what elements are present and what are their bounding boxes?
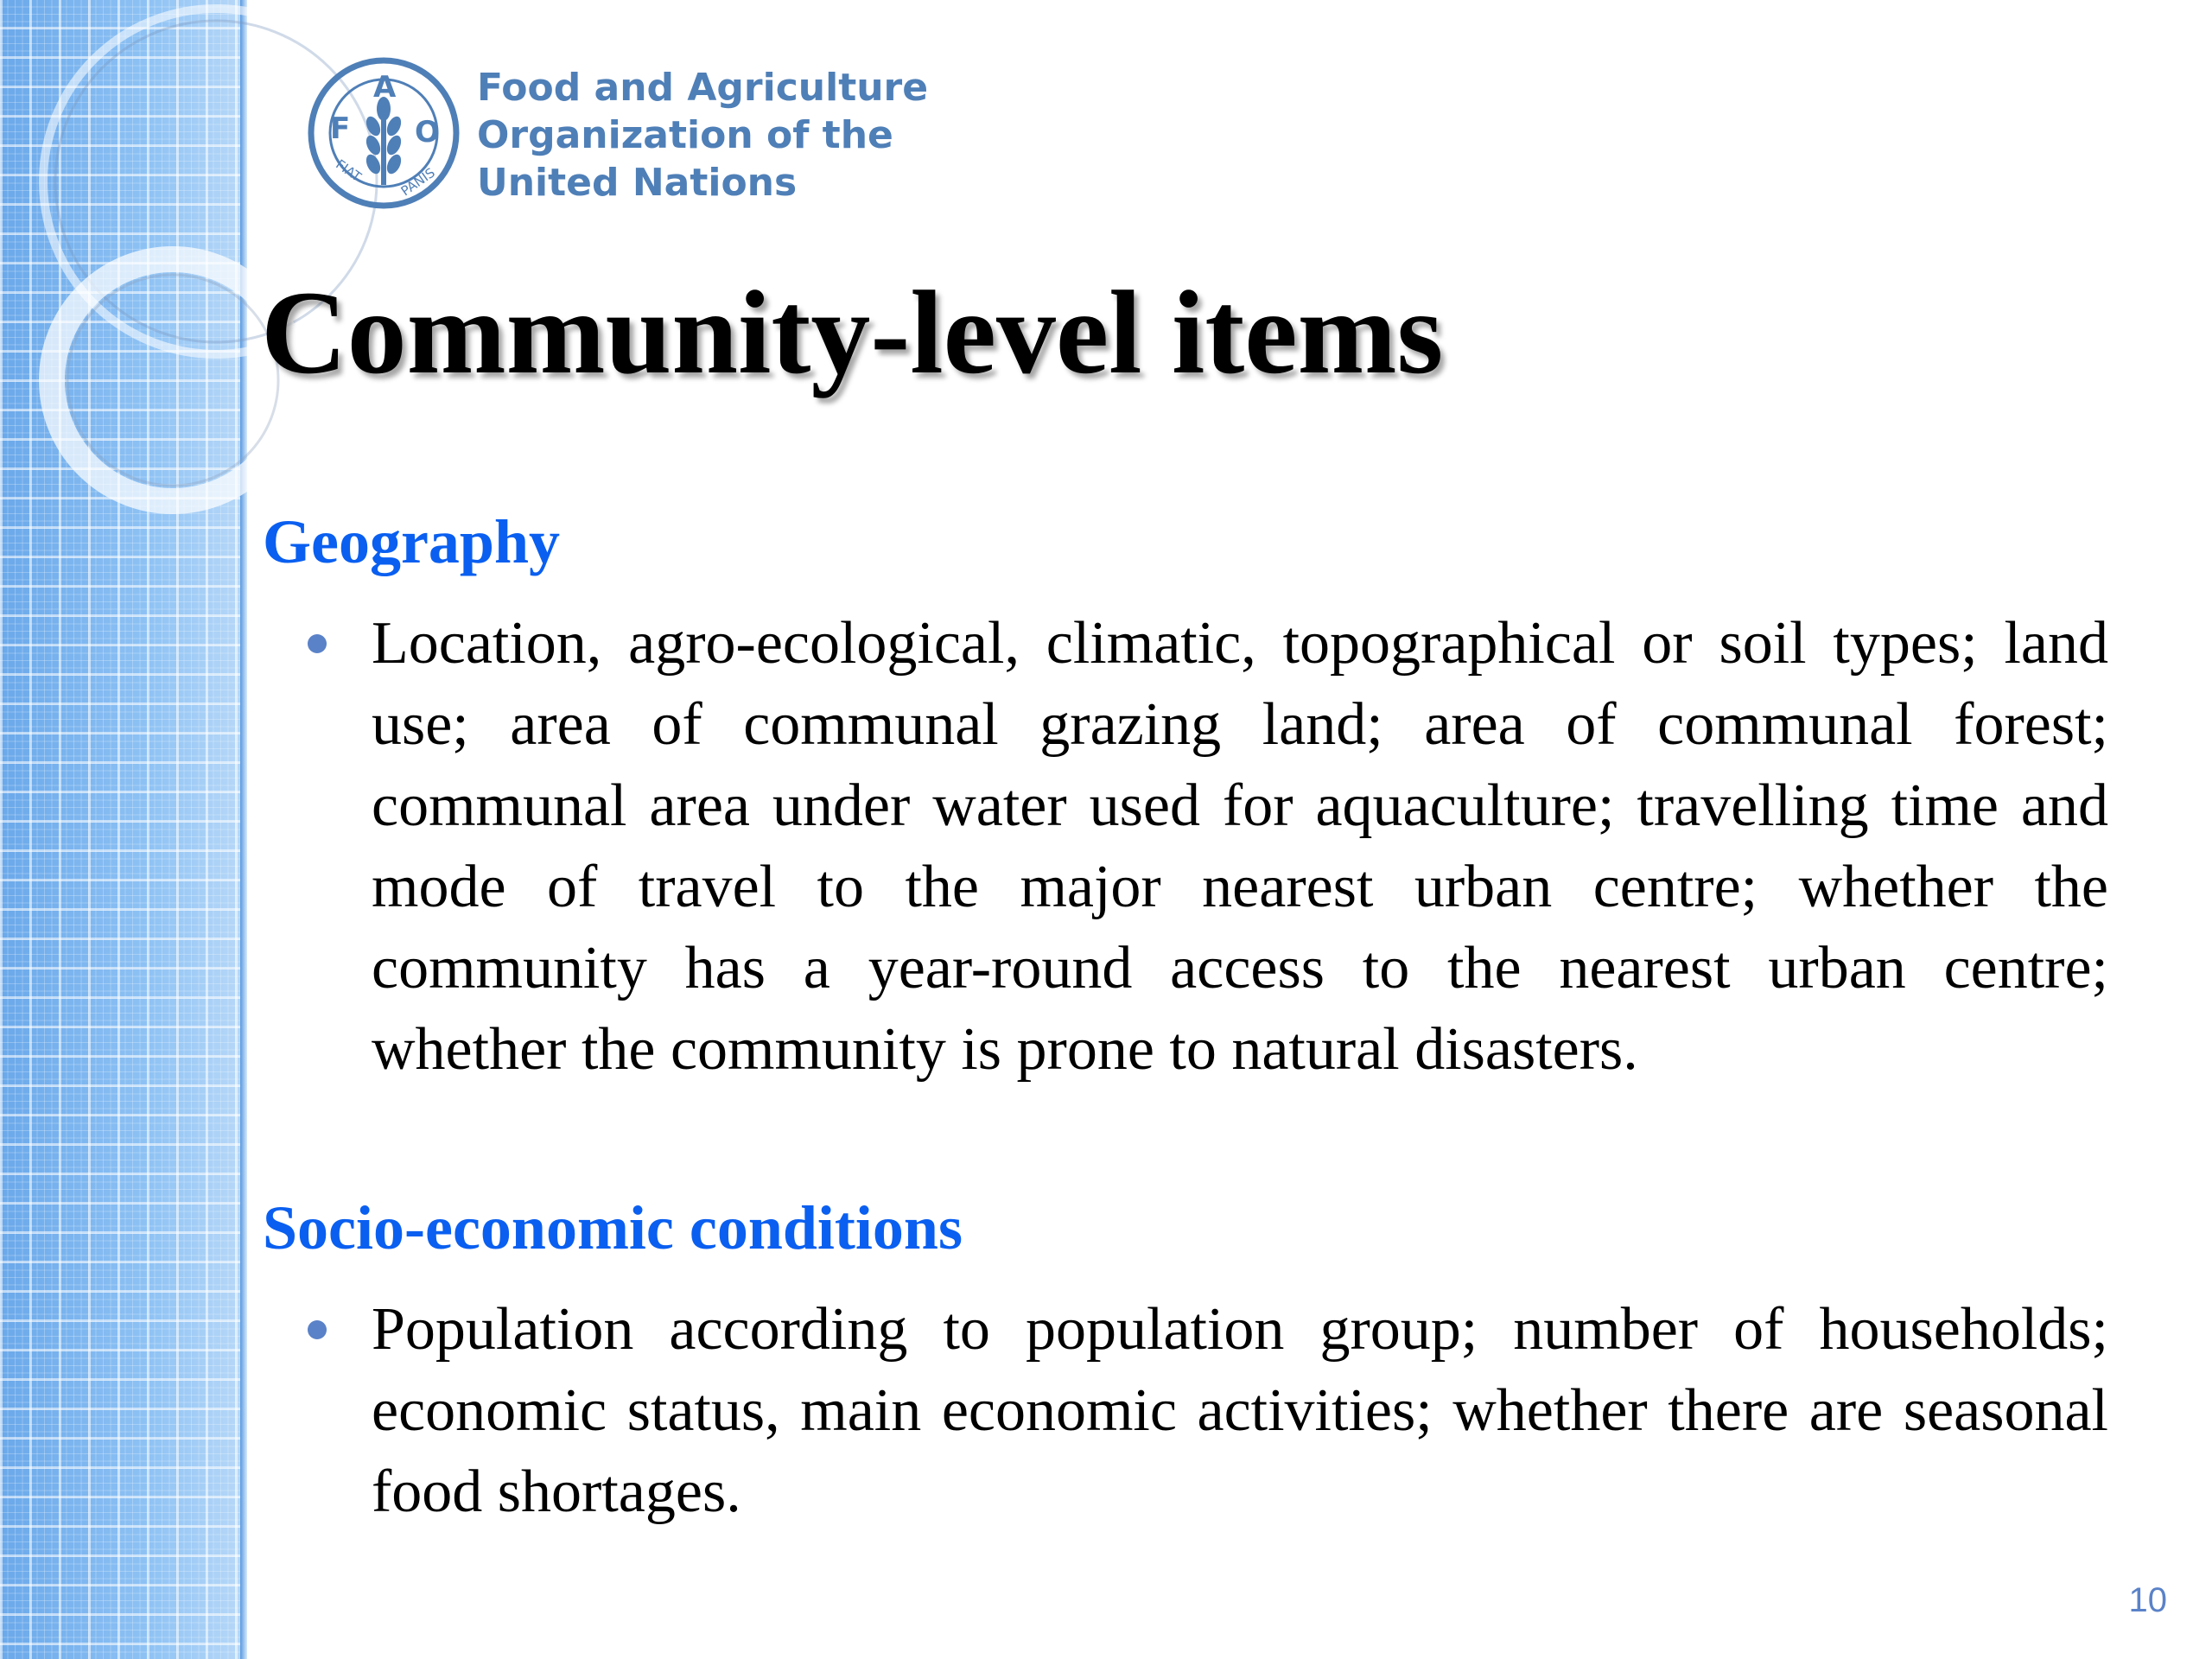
logo-letter-a: A [373, 70, 397, 105]
bullet-marker [304, 1317, 330, 1343]
section-heading-geography: Geography [263, 507, 561, 576]
org-line-3: United Nations [477, 161, 798, 205]
slide-title: Community-level items [261, 266, 1444, 398]
bullet-text-geography: Location, agro-ecological, climatic, topographical or soil types; land use; area of communal grazing land; area of communal forest; communal area under water used for aquaculture; travelling time and mode of travel to the major nearest urban centre; whether the community has a year-round access to the nearest urban centre; whether the community is prone to natural disasters. [372, 610, 2108, 1083]
page-number: 10 [2128, 1581, 2167, 1619]
logo-letter-o: O [415, 115, 440, 149]
section-heading-socio-economic: Socio-economic conditions [263, 1193, 963, 1262]
bullet-text-socio-economic: Population according to population group; number of households; economic status, main economic activities; whether there are seasonal food shortages. [372, 1296, 2108, 1525]
organization-name [477, 64, 928, 207]
logo-letter-f: F [330, 111, 351, 146]
decorative-rings [0, 0, 247, 605]
org-line-1: Food and Agriculture [477, 66, 929, 110]
org-line-2: Organization of the [477, 113, 893, 157]
logo-motto-left: FIAT [333, 156, 365, 185]
logo-motto-right: PANIS [397, 164, 438, 200]
fao-logo-icon [306, 55, 461, 211]
bullet-marker [304, 631, 330, 657]
